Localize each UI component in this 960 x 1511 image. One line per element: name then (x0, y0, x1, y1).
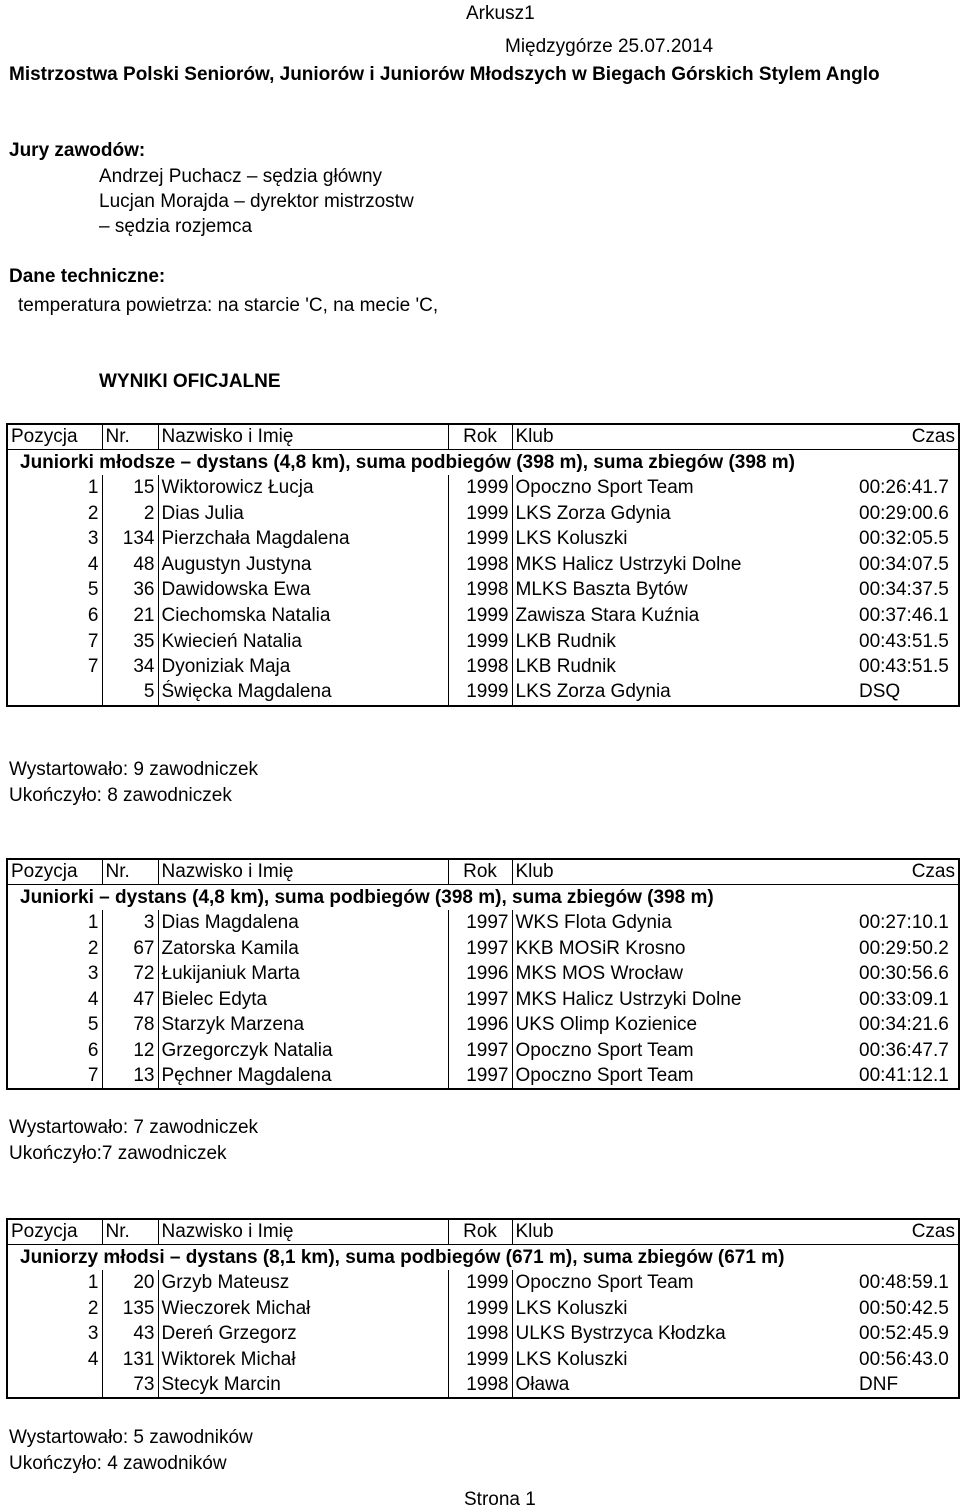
cell-birth-year: 1997 (448, 1064, 512, 1090)
finished-count: Ukończyło:7 zawodniczek (9, 1143, 227, 1164)
cell-time: 00:36:47.7 (856, 1038, 959, 1064)
tech-heading: Dane techniczne: (9, 266, 166, 287)
category-label: Juniorzy młodsi – dystans (8,1 km), suma podbiegów (671 m), suma zbiegów (671 m) (7, 1245, 959, 1271)
cell-birth-year: 1999 (448, 526, 512, 552)
results-table-juniorzy-mlodsi (6, 1218, 960, 1399)
cell-athlete-name: Zatorska Kamila (158, 936, 448, 962)
cell-position: 7 (7, 1064, 102, 1090)
place-date: Międzygórze 25.07.2014 (505, 36, 714, 57)
category-row (7, 885, 959, 911)
col-header-pos: Pozycja (7, 424, 102, 450)
cell-time: 00:41:12.1 (856, 1064, 959, 1090)
cell-position: 3 (7, 526, 102, 552)
cell-position: 2 (7, 501, 102, 527)
cell-birth-year: 1998 (448, 1321, 512, 1347)
cell-bib-number: 131 (102, 1347, 158, 1373)
jury-line-3: – sędzia rozjemca (99, 216, 253, 237)
cell-athlete-name: Dyoniziak Maja (158, 654, 448, 680)
cell-club: LKS Koluszki (512, 1347, 856, 1373)
cell-athlete-name: Dias Julia (158, 501, 448, 527)
cell-club: LKB Rudnik (512, 654, 856, 680)
table-row (7, 629, 959, 655)
table-header-row (7, 859, 959, 885)
cell-position (7, 1373, 102, 1399)
jury-line-1: Andrzej Puchacz – sędzia główny (99, 166, 383, 187)
cell-club: MLKS Baszta Bytów (512, 578, 856, 604)
col-header-pos: Pozycja (7, 859, 102, 885)
cell-club: Opoczno Sport Team (512, 1038, 856, 1064)
cell-bib-number: 2 (102, 501, 158, 527)
cell-position: 4 (7, 987, 102, 1013)
cell-bib-number: 73 (102, 1373, 158, 1399)
category-row (7, 450, 959, 476)
cell-position: 1 (7, 1270, 102, 1296)
cell-bib-number: 15 (102, 475, 158, 501)
cell-position: 6 (7, 603, 102, 629)
cell-athlete-name: Święcka Magdalena (158, 680, 448, 706)
cell-birth-year: 1996 (448, 961, 512, 987)
cell-athlete-name: Starzyk Marzena (158, 1013, 448, 1039)
cell-position: 2 (7, 1296, 102, 1322)
cell-club: LKS Koluszki (512, 526, 856, 552)
results-title: WYNIKI OFICJALNE (99, 371, 281, 392)
col-header-name: Nazwisko i Imię (158, 424, 448, 450)
cell-club: MKS Halicz Ustrzyki Dolne (512, 987, 856, 1013)
table-row (7, 1321, 959, 1347)
cell-time: 00:56:43.0 (856, 1347, 959, 1373)
cell-time: DNF (856, 1373, 959, 1399)
results-table-juniorki-mlodsze (6, 423, 960, 707)
cell-athlete-name: Grzyb Mateusz (158, 1270, 448, 1296)
cell-club: LKS Zorza Gdynia (512, 501, 856, 527)
cell-time: 00:29:50.2 (856, 936, 959, 962)
col-header-year: Rok (448, 1219, 512, 1245)
col-header-year: Rok (448, 424, 512, 450)
table-row (7, 526, 959, 552)
col-header-nr: Nr. (102, 1219, 158, 1245)
cell-bib-number: 134 (102, 526, 158, 552)
cell-time: 00:33:09.1 (856, 987, 959, 1013)
col-header-time: Czas (856, 859, 959, 885)
started-count: Wystartowało: 9 zawodniczek (9, 759, 259, 780)
cell-bib-number: 36 (102, 578, 158, 604)
cell-time: 00:30:56.6 (856, 961, 959, 987)
cell-athlete-name: Dereń Grzegorz (158, 1321, 448, 1347)
cell-birth-year: 1999 (448, 1347, 512, 1373)
cell-bib-number: 72 (102, 961, 158, 987)
category-label: Juniorki młodsze – dystans (4,8 km), suma podbiegów (398 m), suma zbiegów (398 m) (7, 450, 959, 476)
cell-birth-year: 1997 (448, 910, 512, 936)
cell-birth-year: 1999 (448, 1296, 512, 1322)
cell-bib-number: 48 (102, 552, 158, 578)
cell-bib-number: 3 (102, 910, 158, 936)
cell-time: 00:50:42.5 (856, 1296, 959, 1322)
cell-time: 00:32:05.5 (856, 526, 959, 552)
cell-position (7, 680, 102, 706)
col-header-pos: Pozycja (7, 1219, 102, 1245)
cell-athlete-name: Wiktorek Michał (158, 1347, 448, 1373)
table-row (7, 1064, 959, 1090)
cell-time: 00:34:37.5 (856, 578, 959, 604)
cell-athlete-name: Pęchner Magdalena (158, 1064, 448, 1090)
cell-birth-year: 1996 (448, 1013, 512, 1039)
cell-athlete-name: Bielec Edyta (158, 987, 448, 1013)
event-title: Mistrzostwa Polski Seniorów, Juniorów i Juniorów Młodszych w Biegach Górskich Stylem Anglo (9, 64, 880, 85)
cell-bib-number: 78 (102, 1013, 158, 1039)
cell-club: Zawisza Stara Kuźnia (512, 603, 856, 629)
cell-club: Opoczno Sport Team (512, 1064, 856, 1090)
results-table-juniorki (6, 858, 960, 1090)
table-row (7, 1347, 959, 1373)
cell-position: 1 (7, 475, 102, 501)
cell-time: 00:34:21.6 (856, 1013, 959, 1039)
cell-athlete-name: Łukijaniuk Marta (158, 961, 448, 987)
cell-time: 00:26:41.7 (856, 475, 959, 501)
table-row (7, 552, 959, 578)
cell-position: 7 (7, 654, 102, 680)
table-row (7, 1270, 959, 1296)
cell-athlete-name: Stecyk Marcin (158, 1373, 448, 1399)
cell-club: UKS Olimp Kozienice (512, 1013, 856, 1039)
col-header-year: Rok (448, 859, 512, 885)
table-row (7, 1373, 959, 1399)
cell-time: 00:27:10.1 (856, 910, 959, 936)
cell-birth-year: 1999 (448, 475, 512, 501)
page-footer: Strona 1 (464, 1489, 536, 1510)
cell-club: KKB MOSiR Krosno (512, 936, 856, 962)
table-row (7, 680, 959, 706)
cell-club: ULKS Bystrzyca Kłodzka (512, 1321, 856, 1347)
col-header-nr: Nr. (102, 424, 158, 450)
cell-position: 2 (7, 936, 102, 962)
table-row (7, 936, 959, 962)
cell-birth-year: 1999 (448, 1270, 512, 1296)
category-label: Juniorki – dystans (4,8 km), suma podbiegów (398 m), suma zbiegów (398 m) (7, 885, 959, 911)
table-row (7, 578, 959, 604)
jury-heading: Jury zawodów: (9, 140, 146, 161)
table-row (7, 910, 959, 936)
cell-birth-year: 1997 (448, 1038, 512, 1064)
cell-club: Opoczno Sport Team (512, 1270, 856, 1296)
cell-club: LKB Rudnik (512, 629, 856, 655)
cell-birth-year: 1999 (448, 629, 512, 655)
table-row (7, 603, 959, 629)
finished-count: Ukończyło: 8 zawodniczek (9, 785, 232, 806)
category-row (7, 1245, 959, 1271)
started-count: Wystartowało: 5 zawodników (9, 1427, 253, 1448)
col-header-club: Klub (512, 859, 856, 885)
cell-athlete-name: Wieczorek Michał (158, 1296, 448, 1322)
cell-club: LKS Zorza Gdynia (512, 680, 856, 706)
cell-athlete-name: Dawidowska Ewa (158, 578, 448, 604)
finished-count: Ukończyło: 4 zawodników (9, 1453, 227, 1474)
cell-bib-number: 12 (102, 1038, 158, 1064)
cell-club: MKS Halicz Ustrzyki Dolne (512, 552, 856, 578)
cell-bib-number: 135 (102, 1296, 158, 1322)
table-row (7, 654, 959, 680)
table-header-row (7, 424, 959, 450)
cell-time: 00:37:46.1 (856, 603, 959, 629)
cell-time: 00:29:00.6 (856, 501, 959, 527)
col-header-nr: Nr. (102, 859, 158, 885)
cell-birth-year: 1998 (448, 578, 512, 604)
cell-birth-year: 1998 (448, 552, 512, 578)
col-header-name: Nazwisko i Imię (158, 1219, 448, 1245)
cell-time: DSQ (856, 680, 959, 706)
cell-birth-year: 1997 (448, 936, 512, 962)
cell-position: 4 (7, 1347, 102, 1373)
table-row (7, 1296, 959, 1322)
cell-athlete-name: Grzegorczyk Natalia (158, 1038, 448, 1064)
cell-time: 00:52:45.9 (856, 1321, 959, 1347)
col-header-time: Czas (856, 1219, 959, 1245)
col-header-club: Klub (512, 1219, 856, 1245)
table-row (7, 475, 959, 501)
cell-athlete-name: Wiktorowicz Łucja (158, 475, 448, 501)
cell-athlete-name: Dias Magdalena (158, 910, 448, 936)
cell-club: Oława (512, 1373, 856, 1399)
cell-position: 3 (7, 961, 102, 987)
cell-position: 3 (7, 1321, 102, 1347)
cell-position: 6 (7, 1038, 102, 1064)
cell-birth-year: 1999 (448, 501, 512, 527)
cell-bib-number: 5 (102, 680, 158, 706)
cell-athlete-name: Augustyn Justyna (158, 552, 448, 578)
cell-club: LKS Koluszki (512, 1296, 856, 1322)
table-row (7, 987, 959, 1013)
cell-birth-year: 1998 (448, 1373, 512, 1399)
col-header-time: Czas (856, 424, 959, 450)
cell-birth-year: 1999 (448, 680, 512, 706)
table-row (7, 1013, 959, 1039)
cell-club: Opoczno Sport Team (512, 475, 856, 501)
cell-time: 00:34:07.5 (856, 552, 959, 578)
table-header-row (7, 1219, 959, 1245)
tech-line: temperatura powietrza: na starcie 'C, na mecie 'C, (18, 295, 439, 316)
table-row (7, 501, 959, 527)
table-row (7, 961, 959, 987)
cell-bib-number: 47 (102, 987, 158, 1013)
cell-club: WKS Flota Gdynia (512, 910, 856, 936)
sheet-title: Arkusz1 (466, 3, 535, 24)
cell-position: 7 (7, 629, 102, 655)
cell-time: 00:43:51.5 (856, 654, 959, 680)
col-header-club: Klub (512, 424, 856, 450)
cell-bib-number: 21 (102, 603, 158, 629)
col-header-name: Nazwisko i Imię (158, 859, 448, 885)
cell-birth-year: 1999 (448, 603, 512, 629)
cell-position: 4 (7, 552, 102, 578)
cell-bib-number: 43 (102, 1321, 158, 1347)
cell-bib-number: 35 (102, 629, 158, 655)
cell-position: 5 (7, 1013, 102, 1039)
started-count: Wystartowało: 7 zawodniczek (9, 1117, 259, 1138)
cell-athlete-name: Ciechomska Natalia (158, 603, 448, 629)
cell-time: 00:43:51.5 (856, 629, 959, 655)
cell-athlete-name: Kwiecień Natalia (158, 629, 448, 655)
cell-bib-number: 13 (102, 1064, 158, 1090)
cell-club: MKS MOS Wrocław (512, 961, 856, 987)
cell-position: 5 (7, 578, 102, 604)
cell-birth-year: 1997 (448, 987, 512, 1013)
cell-bib-number: 67 (102, 936, 158, 962)
table-row (7, 1038, 959, 1064)
cell-position: 1 (7, 910, 102, 936)
cell-bib-number: 34 (102, 654, 158, 680)
cell-athlete-name: Pierzchała Magdalena (158, 526, 448, 552)
cell-bib-number: 20 (102, 1270, 158, 1296)
cell-time: 00:48:59.1 (856, 1270, 959, 1296)
jury-line-2: Lucjan Morajda – dyrektor mistrzostw (99, 191, 414, 212)
cell-birth-year: 1998 (448, 654, 512, 680)
